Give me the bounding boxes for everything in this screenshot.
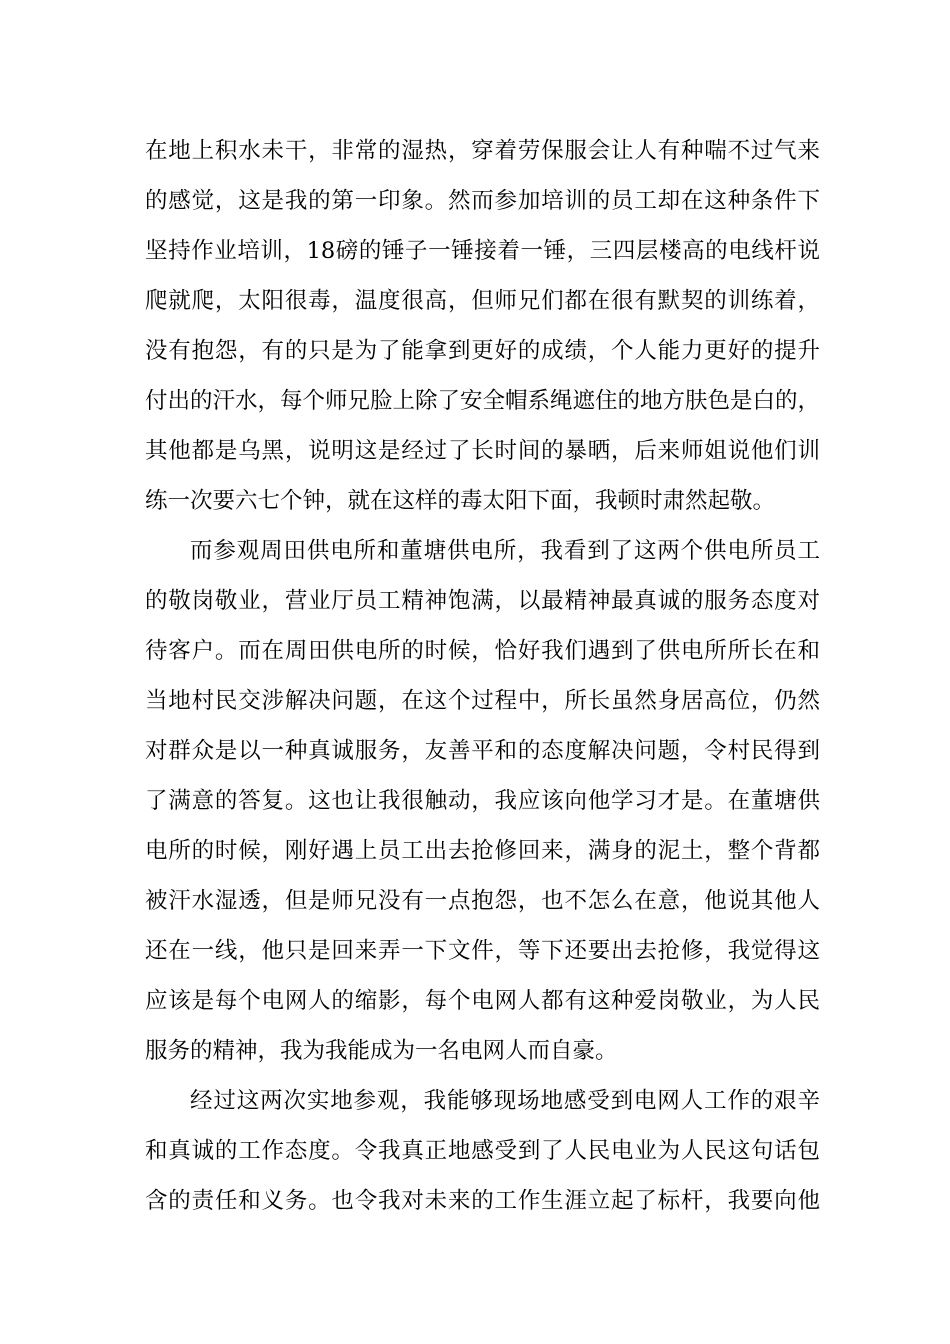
text-line: 经过这两次实地参观，我能够现场地感受到电网人工作的艰辛 — [190, 1088, 820, 1114]
text-line: 和真诚的工作态度。令我真正地感受到了人民电业为人民这句话包 — [145, 1138, 820, 1164]
text-line: 付出的汗水，每个师兄脸上除了安全帽系绳遮住的地方肤色是白的， — [145, 388, 821, 414]
text-line: 的敬岗敬业，营业厅员工精神饱满，以最精神最真诚的服务态度对 — [145, 588, 820, 614]
text-line: 练一次要六七个钟，就在这样的毒太阳下面，我顿时肃然起敬。 — [145, 488, 776, 514]
text-line: 当地村民交涉解决问题，在这个过程中，所长虽然身居高位，仍然 — [145, 688, 820, 714]
document-body — [145, 126, 820, 1226]
paragraph-3 — [145, 1076, 820, 1226]
text-line: 应该是每个电网人的缩影，每个电网人都有这种爱岗敬业，为人民 — [145, 988, 820, 1014]
text-line: 的感觉，这是我的第一印象。然而参加培训的员工却在这种条件下 — [145, 188, 820, 214]
text-line: 没有抱怨，有的只是为了能拿到更好的成绩，个人能力更好的提升 — [145, 338, 820, 364]
text-line: 被汗水湿透，但是师兄没有一点抱怨，也不怎么在意，他说其他人 — [145, 888, 820, 914]
text-line: 爬就爬，太阳很毒，温度很高，但师兄们都在很有默契的训练着， — [145, 288, 820, 314]
text-line: 电所的时候，刚好遇上员工出去抢修回来，满身的泥土，整个背都 — [145, 838, 820, 864]
text-line: 坚持作业培训，18磅的锤子一锤接着一锤，三四层楼高的电线杆说 — [145, 238, 820, 264]
paragraph-1 — [145, 126, 820, 526]
text-line: 服务的精神，我为我能成为一名电网人而自豪。 — [145, 1038, 618, 1064]
text-line: 含的责任和义务。也令我对未来的工作生涯立起了标杆，我要向他 — [145, 1188, 820, 1214]
text-line: 对群众是以一种真诚服务，友善平和的态度解决问题，令村民得到 — [145, 738, 820, 764]
text-line: 待客户。而在周田供电所的时候，恰好我们遇到了供电所所长在和 — [145, 638, 820, 664]
text-line: 还在一线，他只是回来弄一下文件，等下还要出去抢修，我觉得这 — [145, 938, 820, 964]
paragraph-2 — [145, 526, 820, 1076]
text-line: 在地上积水未干，非常的湿热，穿着劳保服会让人有种喘不过气来 — [145, 138, 820, 164]
text-line: 了满意的答复。这也让我很触动，我应该向他学习才是。在董塘供 — [145, 788, 820, 814]
text-line: 而参观周田供电所和董塘供电所，我看到了这两个供电所员工 — [190, 538, 820, 564]
text-line: 其他都是乌黑，说明这是经过了长时间的暴晒，后来师姐说他们训 — [145, 438, 820, 464]
